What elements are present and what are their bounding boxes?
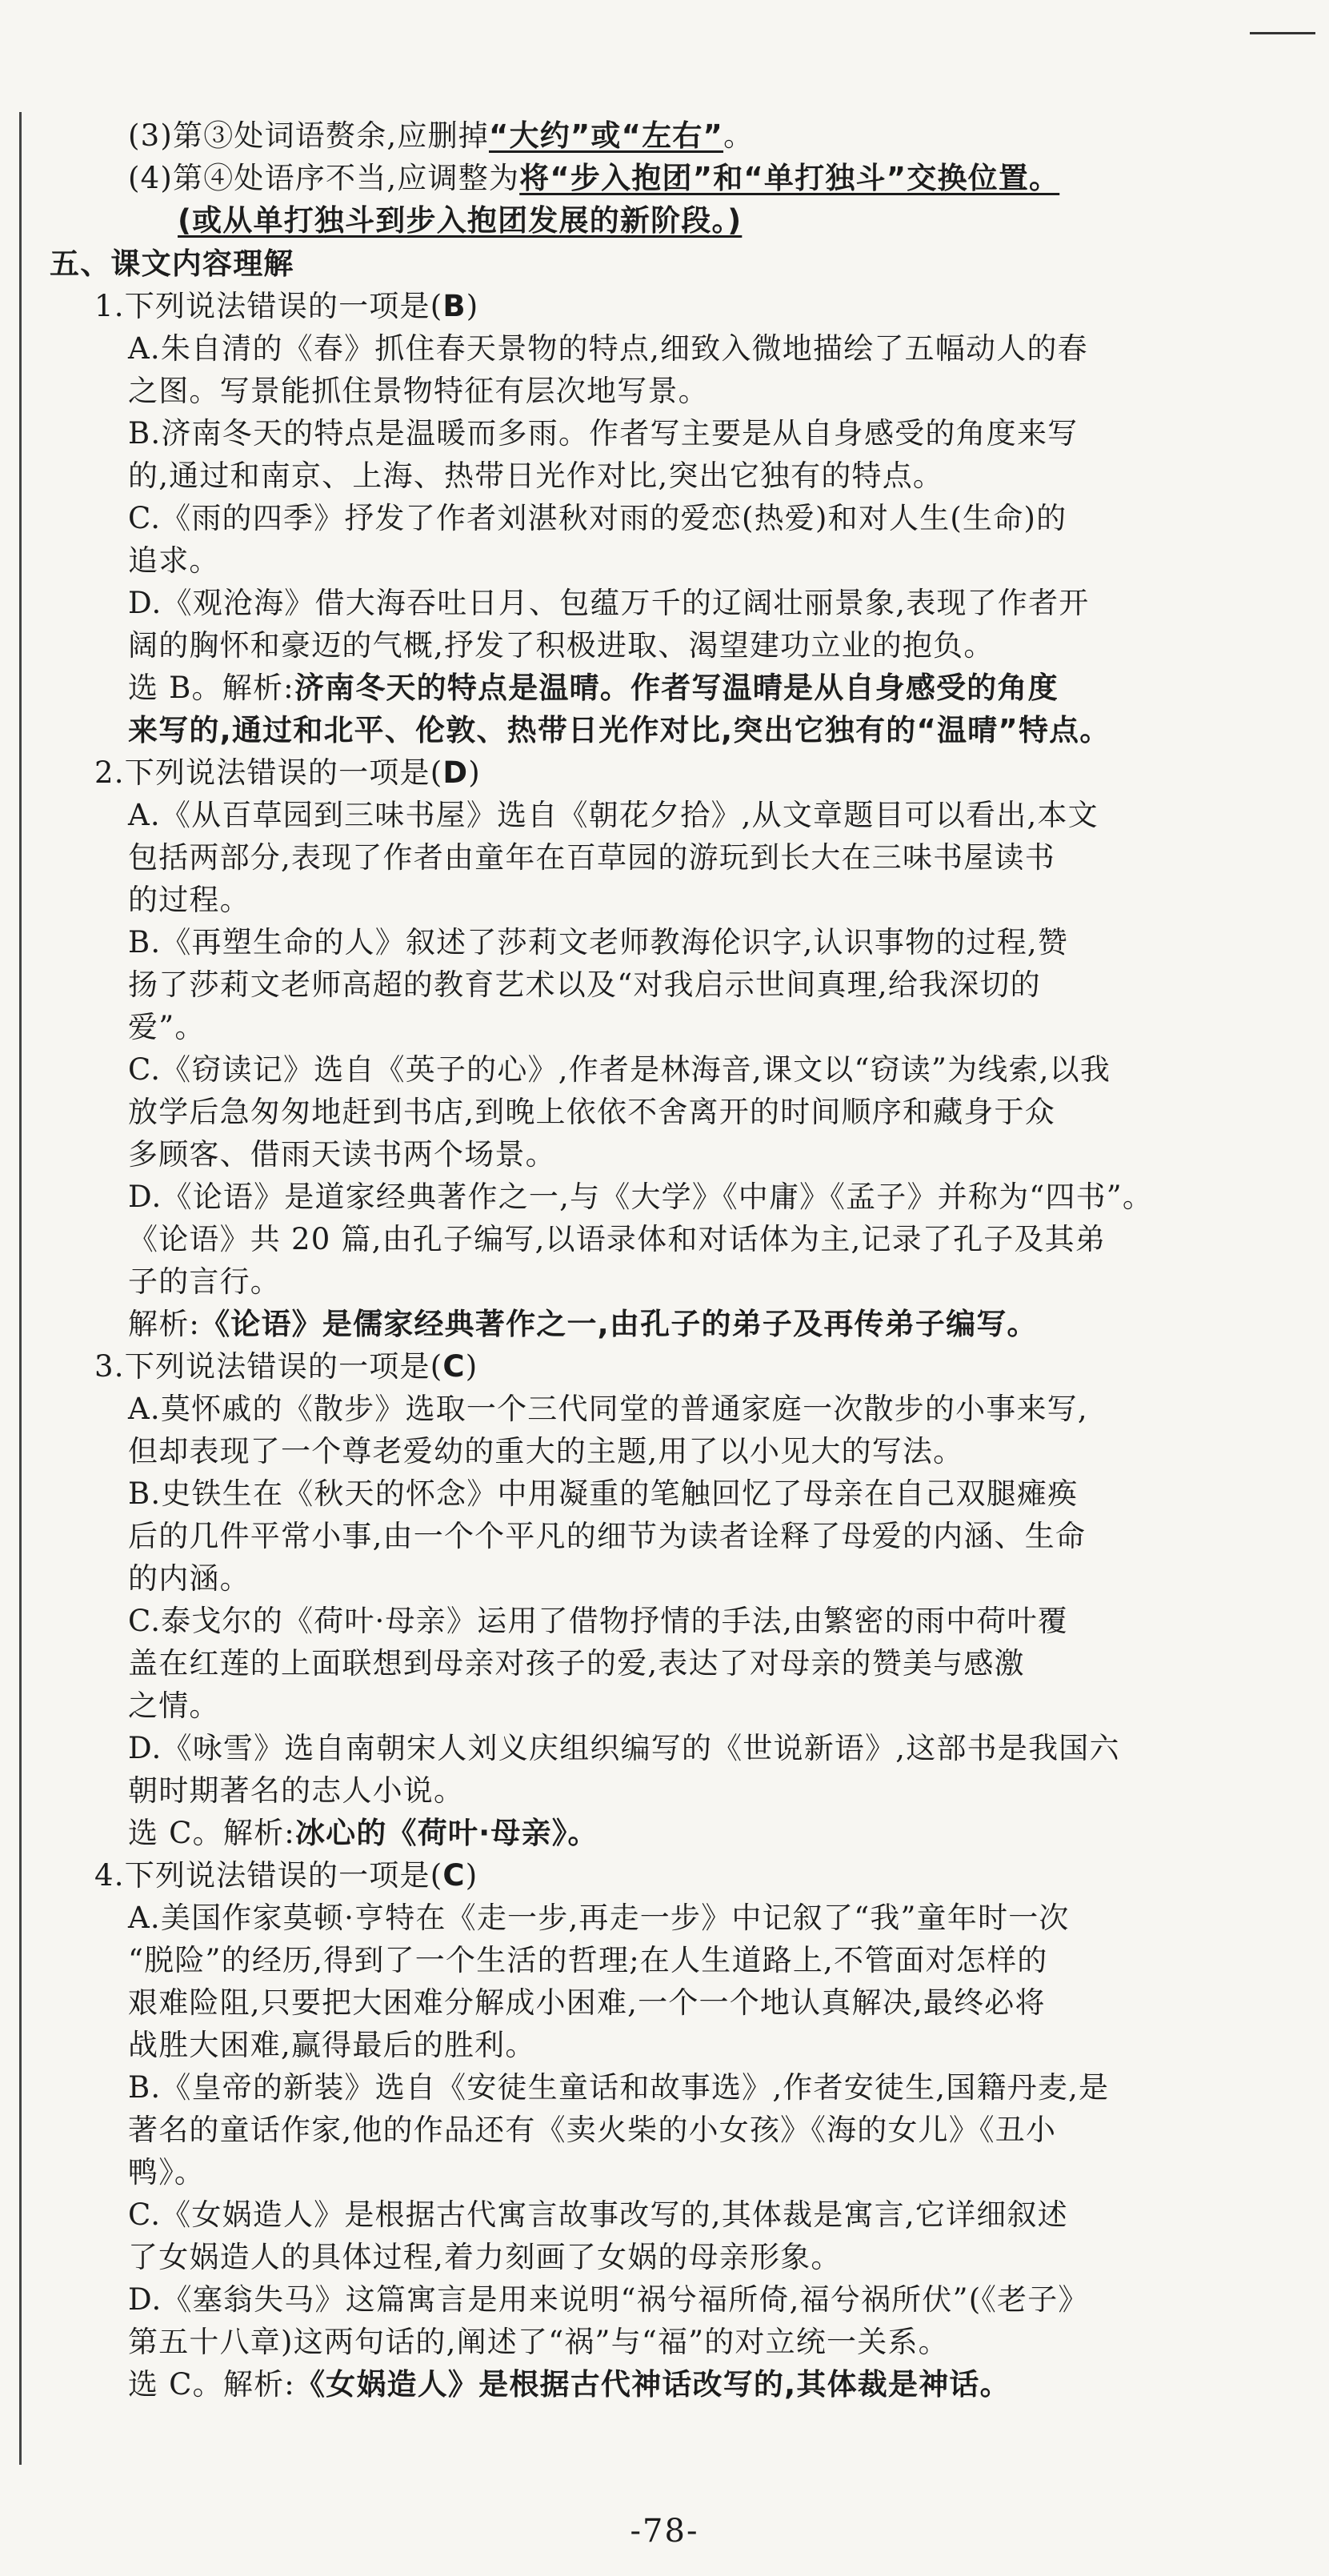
q4-option-c-cont: 了女娲造人的具体过程,着力刻画了女娲的母亲形象。 <box>128 2240 842 2274</box>
q2-option-c-cont: 放学后急匆匆地赶到书店,到晚上依依不舍离开的时间顺序和藏身于众 <box>128 1095 1055 1129</box>
prev-item-3-text: (3)第③处词语赘余,应删掉 <box>128 118 489 153</box>
q2-option-d: D.《论语》是道家经典著作之一,与《大学》《中庸》《孟子》并称为“四书”。 <box>128 1180 1154 1214</box>
q3-option-a-cont: 但却表现了一个尊老爱幼的重大的主题,用了以小见大的写法。 <box>128 1434 964 1468</box>
section-title: 五、课文内容理解 <box>50 246 294 281</box>
q2-explanation-text: 《论语》是儒家经典著作之一,由孔子的弟子及再传弟子编写。 <box>200 1307 1038 1341</box>
q1-explanation-text: 济南冬天的特点是温晴。作者写温晴是从自身感受的角度 <box>294 671 1059 705</box>
q4-option-b-cont: 著名的童话作家,他的作品还有《卖火柴的小女孩》《海的女儿》《丑小 <box>128 2113 1057 2147</box>
prev-item-4-answer-cont: (或从单打独斗到步入抱团发展的新阶段。) <box>178 203 743 238</box>
prev-item-4-cont <box>178 202 742 245</box>
q4-option-c: C.《女娲造人》是根据古代寓言故事改写的,其体裁是寓言,它详细叙述 <box>128 2197 1068 2232</box>
q2-option-c: C.《窃读记》选自《英子的心》,作者是林海音,课文以“窃读”为线索,以我 <box>128 1052 1111 1087</box>
q2-option-b: B.《再塑生命的人》叙述了莎莉文老师教海伦识字,认识事物的过程,赞 <box>128 925 1069 959</box>
q3-explanation-label: 选 C。解析: <box>128 1816 295 1850</box>
q2-option-b-cont: 扬了莎莉文老师高超的教育艺术以及“对我启示世间真理,给我深切的 <box>128 968 1041 1002</box>
q2-option-a-cont2: 的过程。 <box>128 883 250 917</box>
q3-option-a: A.莫怀戚的《散步》选取一个三代同堂的普通家庭一次散步的小事来写, <box>128 1392 1088 1426</box>
q1-stem <box>94 287 478 331</box>
q4-option-a-cont2: 艰难险阻,只要把大困难分解成小困难,一个一个地认真解决,最终必将 <box>128 1985 1046 2020</box>
q3-stem <box>94 1348 478 1391</box>
prev-item-3 <box>128 117 754 160</box>
q2-option-a-cont: 包括两部分,表现了作者由童年在百草园的游玩到长大在三味书屋读书 <box>128 840 1055 875</box>
prev-item-3-answer: “大约”或“左右” <box>488 118 724 153</box>
q4-option-a-cont: “脱险”的经历,得到了一个生活的哲理;在人生道路上,不管面对怎样的 <box>128 1943 1048 1977</box>
q3-option-c-cont: 盖在红莲的上面联想到母亲对孩子的爱,表达了对母亲的赞美与感激 <box>128 1646 1025 1681</box>
q3-option-b-cont2: 的内涵。 <box>128 1561 250 1596</box>
q2-explanation <box>128 1305 1038 1348</box>
q3-option-b: B.史铁生在《秋天的怀念》中用凝重的笔触回忆了母亲在自己双腿瘫痪 <box>128 1476 1079 1511</box>
q3-answer: C <box>442 1349 466 1384</box>
q4-explanation-text: 《女娲造人》是根据古代神话改写的,其体裁是神话。 <box>294 2367 1011 2402</box>
q4-option-d: D.《塞翁失马》这篇寓言是用来说明“祸兮福所倚,福兮祸所伏”(《老子》 <box>128 2282 1089 2317</box>
q3-option-c-cont2: 之情。 <box>128 1689 220 1723</box>
q2-option-a: A.《从百草园到三味书屋》选自《朝花夕拾》,从文章题目可以看出,本文 <box>128 798 1099 832</box>
q4-explanation-label: 选 C。解析: <box>128 2367 295 2402</box>
q3-option-b-cont: 后的几件平常小事,由一个个平凡的细节为读者诠释了母爱的内涵、生命 <box>128 1519 1087 1553</box>
q3-option-d-cont: 朝时期著名的志人小说。 <box>128 1773 465 1808</box>
q3-stem-end: ) <box>465 1349 478 1384</box>
q1-option-d: D.《观沧海》借大海吞吐日月、包蕴万千的辽阔壮丽景象,表现了作者开 <box>128 586 1090 620</box>
q1-option-a: A.朱自清的《春》抓住春天景物的特点,细致入微地描绘了五幅动人的春 <box>128 331 1088 366</box>
q4-option-a: A.美国作家莫顿·亨特在《走一步,再走一步》中记叙了“我”童年时一次 <box>128 1901 1070 1935</box>
q4-option-b: B.《皇帝的新装》选自《安徒生童话和故事选》,作者安徒生,国籍丹麦,是 <box>128 2070 1110 2105</box>
q4-stem-text: 4.下列说法错误的一项是( <box>94 1858 443 1893</box>
q4-stem <box>94 1857 478 1900</box>
q1-explanation-label: 选 B。解析: <box>128 671 294 705</box>
q1-answer: B <box>442 289 466 323</box>
q2-option-d-cont2: 子的言行。 <box>128 1264 281 1299</box>
q3-explanation-text: 冰心的《荷叶·母亲》。 <box>294 1816 598 1850</box>
q4-explanation <box>128 2366 1011 2409</box>
prev-item-4 <box>128 159 1059 202</box>
prev-item-3-end: 。 <box>723 118 755 153</box>
q1-option-d-cont: 阔的胸怀和豪迈的气概,抒发了积极进取、渴望建功立业的抱负。 <box>128 628 995 663</box>
q1-explanation <box>128 669 1059 712</box>
left-margin-rule <box>19 112 22 2465</box>
q2-stem-text: 2.下列说法错误的一项是( <box>94 755 443 790</box>
q1-option-b-cont: 的,通过和南京、上海、热带日光作对比,突出它独有的特点。 <box>128 459 944 493</box>
prev-item-4-text: (4)第④处语序不当,应调整为 <box>128 161 520 195</box>
q4-answer: C <box>442 1858 466 1893</box>
q2-explanation-label: 解析: <box>128 1307 201 1341</box>
q3-stem-text: 3.下列说法错误的一项是( <box>94 1349 443 1384</box>
q4-option-d-cont: 第五十八章)这两句话的,阐述了“祸”与“福”的对立统一关系。 <box>128 2325 949 2359</box>
q2-option-c-cont2: 多顾客、借雨天读书两个场景。 <box>128 1137 556 1172</box>
q1-option-c: C.《雨的四季》抒发了作者刘湛秋对雨的爱恋(热爱)和对人生(生命)的 <box>128 501 1067 535</box>
q2-stem-end: ) <box>468 755 481 790</box>
q3-option-c: C.泰戈尔的《荷叶·母亲》运用了借物抒情的手法,由繁密的雨中荷叶覆 <box>128 1604 1068 1638</box>
q1-explanation-cont: 来写的,通过和北平、伦敦、热带日光作对比,突出它独有的“温晴”特点。 <box>128 713 1111 747</box>
q4-option-b-cont2: 鸭》。 <box>128 2155 206 2189</box>
q2-answer: D <box>442 755 469 790</box>
q4-stem-end: ) <box>465 1858 478 1893</box>
q2-option-d-cont: 《论语》共 20 篇,由孔子编写,以语录体和对话体为主,记录了孔子及其弟 <box>128 1222 1107 1256</box>
q1-stem-end: ) <box>466 289 479 323</box>
q4-option-a-cont3: 战胜大困难,赢得最后的胜利。 <box>128 2028 536 2062</box>
page-number: -78- <box>630 2513 699 2550</box>
q2-option-b-cont2: 爱”。 <box>128 1010 206 1044</box>
q1-option-b: B.济南冬天的特点是温暖而多雨。作者写主要是从自身感受的角度来写 <box>128 416 1079 451</box>
q3-option-d: D.《咏雪》选自南朝宋人刘义庆组织编写的《世说新语》,这部书是我国六 <box>128 1731 1120 1765</box>
top-rule <box>1250 32 1315 34</box>
q1-option-c-cont: 追求。 <box>128 543 220 578</box>
q1-stem-text: 1.下列说法错误的一项是( <box>94 289 443 323</box>
q3-explanation <box>128 1814 598 1857</box>
q2-stem <box>94 754 481 797</box>
q1-option-a-cont: 之图。写景能抓住景物特征有层次地写景。 <box>128 374 709 408</box>
prev-item-4-answer: 将“步入抱团”和“单打独斗”交换位置。 <box>519 161 1060 195</box>
